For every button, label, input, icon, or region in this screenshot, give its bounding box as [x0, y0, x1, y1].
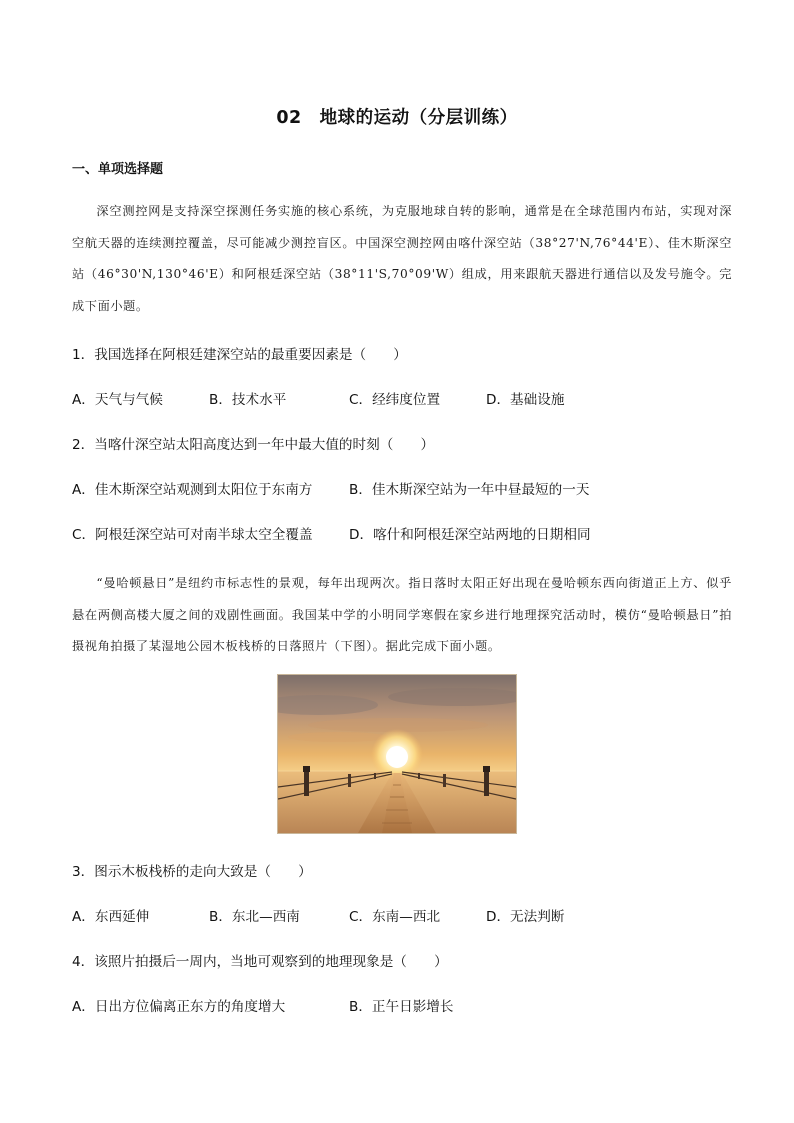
question-2-option-b: B．佳木斯深空站为一年中昼最短的一天 — [349, 482, 590, 498]
passage-manhattanhenge: “曼哈顿悬日”是纽约市标志性的景观，每年出现两次。指日落时太阳正好出现在曼哈顿东西向街道正上方、似乎悬在两侧高楼大厦之间的戏剧性画面。我国某中学的小明同学寒假在家乡进行地理探究活动时，模仿“曼哈顿悬日”拍摄视角拍摄了某湿地公园木板栈桥的日落照片（下图）。据此完成下面小题。 — [72, 576, 732, 653]
question-1-option-a: A．天气与气候 — [72, 392, 163, 408]
sunset-boardwalk-photo — [277, 674, 517, 834]
question-2-stem: 2．当喀什深空站太阳高度达到一年中最大值的时刻（ ） — [72, 437, 435, 453]
question-2-option-d: D．喀什和阿根廷深空站两地的日期相同 — [349, 527, 591, 543]
section-heading: 一、单项选择题 — [72, 162, 164, 177]
question-3-stem: 3．图示木板栈桥的走向大致是（ ） — [72, 864, 312, 880]
question-3-option-d: D．无法判断 — [486, 909, 565, 925]
question-3-option-c: C．东南—西北 — [349, 909, 441, 925]
question-3-option-a: A．东西延伸 — [72, 909, 150, 925]
question-4-option-b: B．正午日影增长 — [349, 999, 454, 1015]
question-1-option-b: B．技术水平 — [209, 392, 287, 408]
question-3-option-b: B．东北—西南 — [209, 909, 300, 925]
question-1-stem: 1．我国选择在阿根廷建深空站的最重要因素是（ ） — [72, 347, 407, 363]
passage-deep-space: 深空测控网是支持深空探测任务实施的核心系统，为克服地球自转的影响，通常是在全球范围内布站，实现对深空航天器的连续测控覆盖，尽可能减少测控盲区。中国深空测控网由喀什深空站（38°27'N,76°44'E）、佳木斯深空站（46°30'N,130°46'E）和阿根廷深空站（38°11'S,70°09'W）组成，用来跟航天器进行通信以及发号施令。完成下面小题。 — [72, 204, 732, 313]
question-1-option-c: C．经纬度位置 — [349, 392, 441, 408]
question-4-option-a: A．日出方位偏离正东方的角度增大 — [72, 999, 286, 1015]
question-2-option-a: A．佳木斯深空站观测到太阳位于东南方 — [72, 482, 313, 498]
page-title: 02 地球的运动（分层训练） — [276, 108, 518, 128]
question-1-option-d: D．基础设施 — [486, 392, 565, 408]
question-2-option-c: C．阿根廷深空站可对南半球太空全覆盖 — [72, 527, 313, 543]
question-4-stem: 4．该照片拍摄后一周内，当地可观察到的地理现象是（ ） — [72, 954, 448, 970]
